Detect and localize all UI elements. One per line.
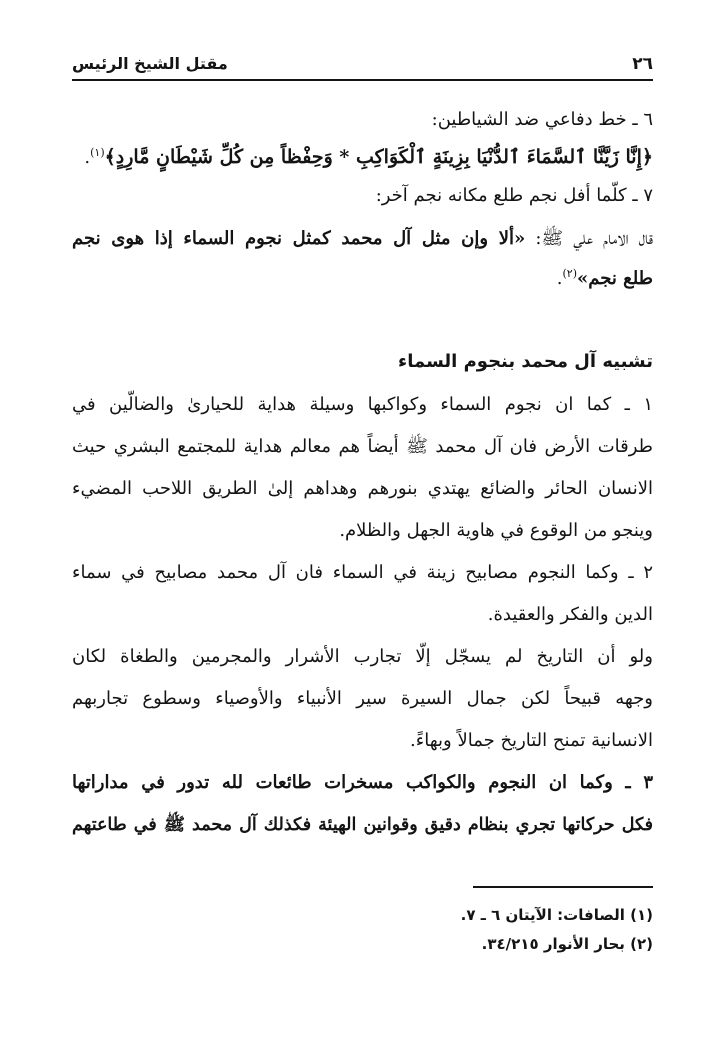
imam-quote-intro: قال الامام علي ﷺ: bbox=[525, 228, 653, 249]
paragraph-2-line-2: الدين والفكر والعقيدة. bbox=[487, 604, 653, 625]
quran-verse-line bbox=[72, 143, 653, 172]
paragraph-3-line-1: ولو أن التاريخ لم يسجّل إلّا تجارب الأشرار والمجرمين والطغاة لكان bbox=[72, 646, 653, 667]
imam-quote-line-1 bbox=[72, 225, 653, 253]
footnote-ref-1: (١) bbox=[90, 146, 105, 159]
footnote-2: (٢) بحار الأنوار ٣٤/٢١٥. bbox=[481, 935, 653, 953]
paragraph-3-line-3: الانسانية تمنح التاريخ جمالاً وبهاءً. bbox=[410, 730, 653, 751]
header-rule bbox=[72, 79, 653, 81]
point-7-line: ٧ ـ كلّما أفل نجم طلع مكانه نجم آخر: bbox=[375, 185, 653, 206]
footnote-rule bbox=[473, 886, 653, 888]
paragraph-1-line-1: ١ ـ كما ان نجوم السماء وكواكبها وسيلة هداية للحيارىٰ والضالّين في bbox=[72, 394, 653, 415]
imam-quote-end: طلع نجم» bbox=[577, 268, 653, 289]
section-heading: تشبيه آل محمد بنجوم السماء bbox=[398, 351, 653, 372]
page-number: ٢٦ bbox=[632, 54, 653, 74]
paragraph-3-line-2: وجهه قبيحاً لكن جمال السيرة سير الأنبياء والأوصياء وسطوع تجاربهم bbox=[72, 688, 653, 709]
paragraph-4-line-2: فكل حركاتها تجري بنظام دقيق وقوانين الهيئة فكذلك آل محمد ﷺ في طاعتهم bbox=[72, 815, 653, 835]
running-header bbox=[72, 50, 653, 80]
imam-quote-text: «ألا وإن مثل آل محمد كمثل نجوم السماء إذا هوى نجم bbox=[72, 228, 526, 249]
point-6-line: ٦ ـ خط دفاعي ضد الشياطين: bbox=[431, 109, 653, 130]
verse-end-stop: . bbox=[84, 147, 91, 168]
paragraph-2-line-1: ٢ ـ وكما النجوم مصابيح زينة في السماء فان آل محمد مصابيح في سماء bbox=[72, 562, 653, 583]
paragraph-4-line-1: ٣ ـ وكما ان النجوم والكواكب مسخرات طائعات لله تدور في مداراتها bbox=[72, 772, 653, 793]
book-title: مقتل الشيخ الرئيس bbox=[72, 54, 228, 73]
footnote-ref-2: (٢) bbox=[562, 267, 577, 280]
quran-verse: ﴿إِنَّا زَيَّنَّا ٱلسَّمَاءَ ٱلدُّنْيَا بِزِينَةٍ ٱلْكَوَاكِبِ * وَحِفْظاً مِن كُلِّ شَيْطَانٍ مَّارِدٍ﴾ bbox=[104, 146, 653, 168]
paragraph-1-line-2: طرقات الأرض فان آل محمد ﷺ أيضاً هم معالم هداية للمجتمع البشري حيث bbox=[72, 436, 653, 457]
paragraph-1-line-3: الانسان الحائر والضائع يهتدي بنورهم وهداهم إلىٰ الطريق اللاحب المضيء bbox=[72, 478, 653, 499]
paragraph-1-line-4: وينجو من الوقوع في هاوية الجهل والظلام. bbox=[339, 520, 653, 541]
quote-end-stop: . bbox=[556, 268, 563, 289]
footnote-1: (١) الصافات: الآيتان ٦ ـ ٧. bbox=[460, 906, 653, 924]
imam-quote-line-2 bbox=[72, 265, 653, 293]
